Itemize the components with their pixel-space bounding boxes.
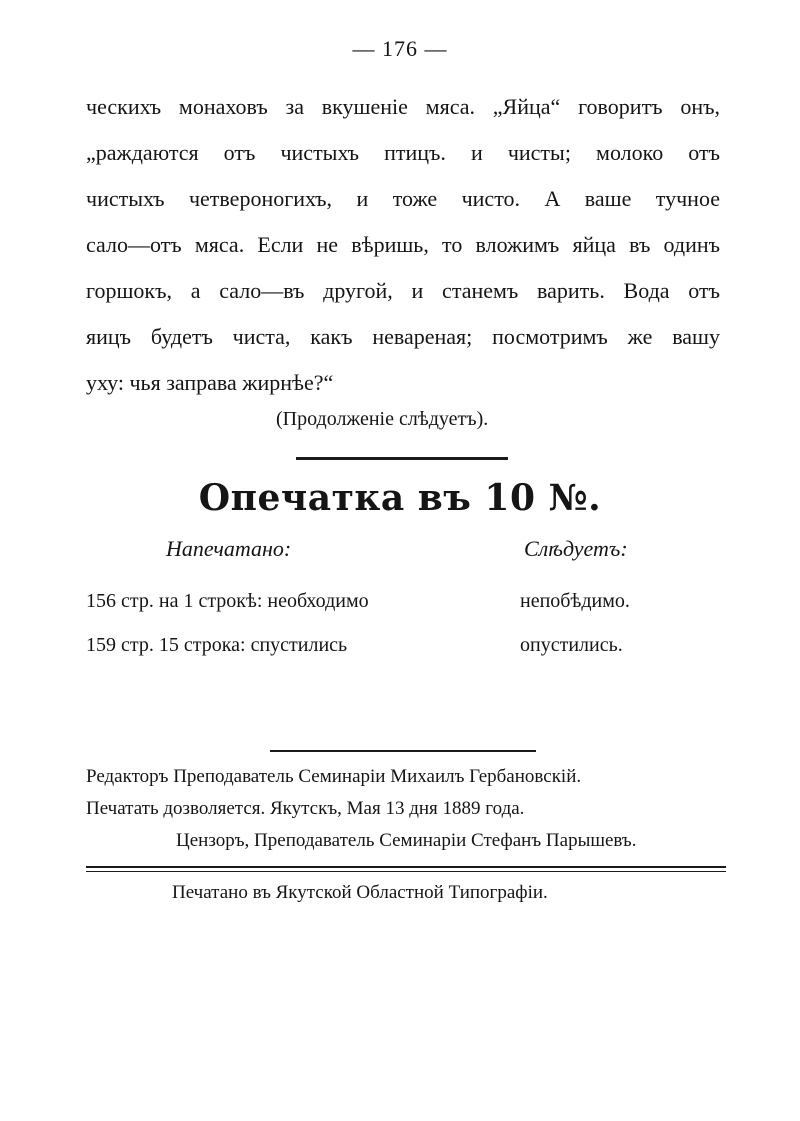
censor-line: Цензоръ, Преподаватель Семинаріи Стефанъ Парышевъ.: [176, 830, 637, 851]
erratum-should-be: опустились.: [520, 634, 623, 656]
section-divider: [296, 457, 508, 460]
should-be-column-header: Слѣдуетъ:: [524, 536, 628, 561]
continued-note: (Продолженіе слѣдуетъ).: [276, 408, 489, 430]
printer-line: Печатано въ Якутской Областной Типографіи.: [172, 882, 548, 903]
erratum-printed: 156 стр. на 1 строкѣ: необходимо: [86, 590, 369, 612]
body-line: яицъ будетъ чиста, какъ невареная; посмотримъ же вашу: [86, 324, 720, 349]
printer-divider-thin: [86, 871, 726, 872]
erratum-title: Опечатка въ 10 №.: [198, 477, 602, 519]
erratum-printed: 159 стр. 15 строка: спустились: [86, 634, 348, 656]
body-line: „раждаются отъ чистыхъ птицъ. и чисты; молоко отъ: [86, 140, 720, 165]
body-line: сало—отъ мяса. Если не вѣришь, то вложимъ яйца въ одинъ: [86, 232, 720, 257]
body-line: ческихъ монаховъ за вкушеніе мяса. „Яйца“ говоритъ онъ,: [86, 94, 720, 119]
body-line: чистыхъ четвероногихъ, и тоже чисто. А ваше тучное: [86, 186, 720, 211]
erratum-should-be: непобѣдимо.: [520, 590, 630, 612]
body-line: горшокъ, а сало—въ другой, и станемъ варить. Вода отъ: [86, 278, 720, 303]
body-line: уху: чья заправа жирнѣе?“: [86, 370, 334, 395]
page-number: — 176 —: [352, 36, 448, 61]
printed-column-header: Напечатано:: [166, 536, 292, 561]
printer-divider: [86, 866, 726, 868]
footer-divider: [270, 750, 536, 752]
permission-line: Печатать дозволяется. Якутскъ, Мая 13 дня 1889 года.: [86, 798, 525, 819]
editor-line: Редакторъ Преподаватель Семинаріи Михаилъ Гербановскій.: [86, 766, 582, 787]
